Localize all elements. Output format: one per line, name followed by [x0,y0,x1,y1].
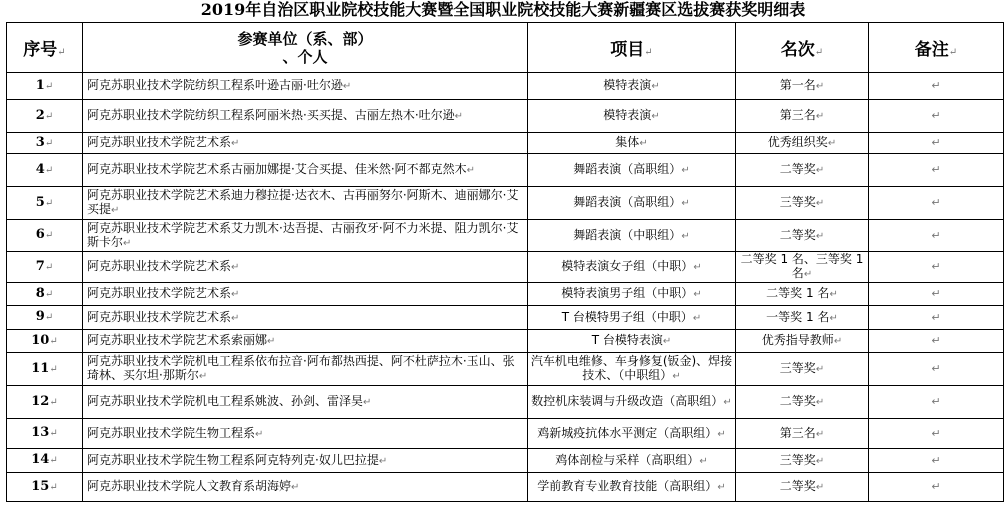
row-index: 11↵ [7,353,83,386]
table-row [7,473,1004,502]
row-note: ↵ [869,283,1004,306]
row-rank: 三等奖↵ [736,353,869,386]
row-note: ↵ [869,353,1004,386]
row-project: 数控机床装调与升级改造（高职组）↵ [528,386,736,419]
row-unit: 阿克苏职业技术学院艺术系迪力穆拉提·达衣木、古再丽努尔·阿斯木、迪丽娜尔·艾买提↵ [83,187,528,220]
row-unit: 阿克苏职业技术学院纺织工程系叶逊古丽·吐尔逊↵ [83,73,528,100]
table-row [7,353,1004,386]
row-unit: 阿克苏职业技术学院艺术系↵ [83,133,528,154]
row-rank: 二等奖 1 名↵ [736,283,869,306]
row-note: ↵ [869,73,1004,100]
row-index: 14↵ [7,449,83,473]
table-row [7,283,1004,306]
table-row [7,252,1004,283]
table-row [7,154,1004,187]
row-index: 4↵ [7,154,83,187]
row-note: ↵ [869,252,1004,283]
row-note: ↵ [869,154,1004,187]
row-project: 模特表演↵ [528,100,736,133]
table-row [7,100,1004,133]
row-note: ↵ [869,100,1004,133]
row-project: 鸡体剖检与采样（高职组）↵ [528,449,736,473]
row-rank: 第三名↵ [736,100,869,133]
table-row [7,449,1004,473]
row-project: T 台模特表演↵ [528,330,736,353]
row-index: 10↵ [7,330,83,353]
row-index: 8↵ [7,283,83,306]
row-unit: 阿克苏职业技术学院艺术系↵ [83,252,528,283]
row-rank: 二等奖 1 名、三等奖 1 名↵ [736,252,869,283]
row-index: 2↵ [7,100,83,133]
row-index: 7↵ [7,252,83,283]
table-row [7,330,1004,353]
row-note: ↵ [869,187,1004,220]
row-note: ↵ [869,449,1004,473]
row-unit: 阿克苏职业技术学院机电工程系依布拉音·阿布都热西提、阿不杜萨拉木·玉山、张琦林、买尔坦·那斯尔↵ [83,353,528,386]
row-index: 5↵ [7,187,83,220]
row-index: 6↵ [7,220,83,252]
row-rank: 二等奖↵ [736,154,869,187]
row-note: ↵ [869,419,1004,449]
row-index: 15↵ [7,473,83,502]
row-index: 12↵ [7,386,83,419]
row-unit: 阿克苏职业技术学院机电工程系姚波、孙剑、雷泽昊↵ [83,386,528,419]
row-note: ↵ [869,306,1004,330]
row-unit: 阿克苏职业技术学院生物工程系↵ [83,419,528,449]
row-rank: 二等奖↵ [736,473,869,502]
row-note: ↵ [869,220,1004,252]
table-row [7,419,1004,449]
row-note: ↵ [869,330,1004,353]
table-row [7,306,1004,330]
row-index: 3↵ [7,133,83,154]
row-project: 学前教育专业教育技能（高职组）↵ [528,473,736,502]
row-rank: 三等奖↵ [736,187,869,220]
table-row [7,220,1004,252]
row-rank: 第一名↵ [736,73,869,100]
row-unit: 阿克苏职业技术学院艺术系艾力凯木·达吾提、古丽孜牙·阿不力米提、阻力凯尔·艾斯卡尔↵ [83,220,528,252]
row-rank: 二等奖↵ [736,220,869,252]
row-rank: 第三名↵ [736,419,869,449]
row-project: 舞蹈表演（高职组）↵ [528,154,736,187]
header-row [7,23,1004,73]
row-unit: 阿克苏职业技术学院生物工程系阿克特列克·奴儿巴拉提↵ [83,449,528,473]
table-row [7,386,1004,419]
row-rank: 二等奖↵ [736,386,869,419]
row-project: 汽车机电维修、车身修复(钣金)、焊接技术、（中职组）↵ [528,353,736,386]
awards-table [6,22,1004,502]
row-project: 模特表演女子组（中职）↵ [528,252,736,283]
row-rank: 三等奖↵ [736,449,869,473]
table-row [7,187,1004,220]
row-note: ↵ [869,386,1004,419]
row-note: ↵ [869,133,1004,154]
header-note: 备注↵ [869,23,1004,73]
row-index: 1↵ [7,73,83,100]
row-rank: 优秀指导教师↵ [736,330,869,353]
row-unit: 阿克苏职业技术学院纺织工程系阿丽米热·买买提、古丽左热木·吐尔逊↵ [83,100,528,133]
header-rank: 名次↵ [736,23,869,73]
row-project: 鸡新城疫抗体水平测定（高职组）↵ [528,419,736,449]
row-project: 舞蹈表演（中职组）↵ [528,220,736,252]
row-unit: 阿克苏职业技术学院艺术系↵ [83,306,528,330]
row-project: 集体↵ [528,133,736,154]
header-project: 项目↵ [528,23,736,73]
row-project: 舞蹈表演（高职组）↵ [528,187,736,220]
row-index: 9↵ [7,306,83,330]
page-title: 2019年自治区职业院校技能大赛暨全国职业院校技能大赛新疆赛区选拔赛获奖明细表 [200,0,806,19]
header-index: 序号↵ [7,23,83,73]
row-project: T 台模特男子组（中职）↵ [528,306,736,330]
row-rank: 一等奖 1 名↵ [736,306,869,330]
row-unit: 阿克苏职业技术学院人文教育系胡海婷↵ [83,473,528,502]
row-project: 模特表演男子组（中职）↵ [528,283,736,306]
table-row [7,133,1004,154]
row-index: 13↵ [7,419,83,449]
row-unit: 阿克苏职业技术学院艺术系索丽娜↵ [83,330,528,353]
row-note: ↵ [869,473,1004,502]
row-rank: 优秀组织奖↵ [736,133,869,154]
table-row [7,73,1004,100]
header-unit: 参赛单位（系、部） 、个人 [83,23,528,73]
row-unit: 阿克苏职业技术学院艺术系↵ [83,283,528,306]
row-project: 模特表演↵ [528,73,736,100]
row-unit: 阿克苏职业技术学院艺术系古丽加娜提·艾合买提、佳米然·阿不都克然木↵ [83,154,528,187]
